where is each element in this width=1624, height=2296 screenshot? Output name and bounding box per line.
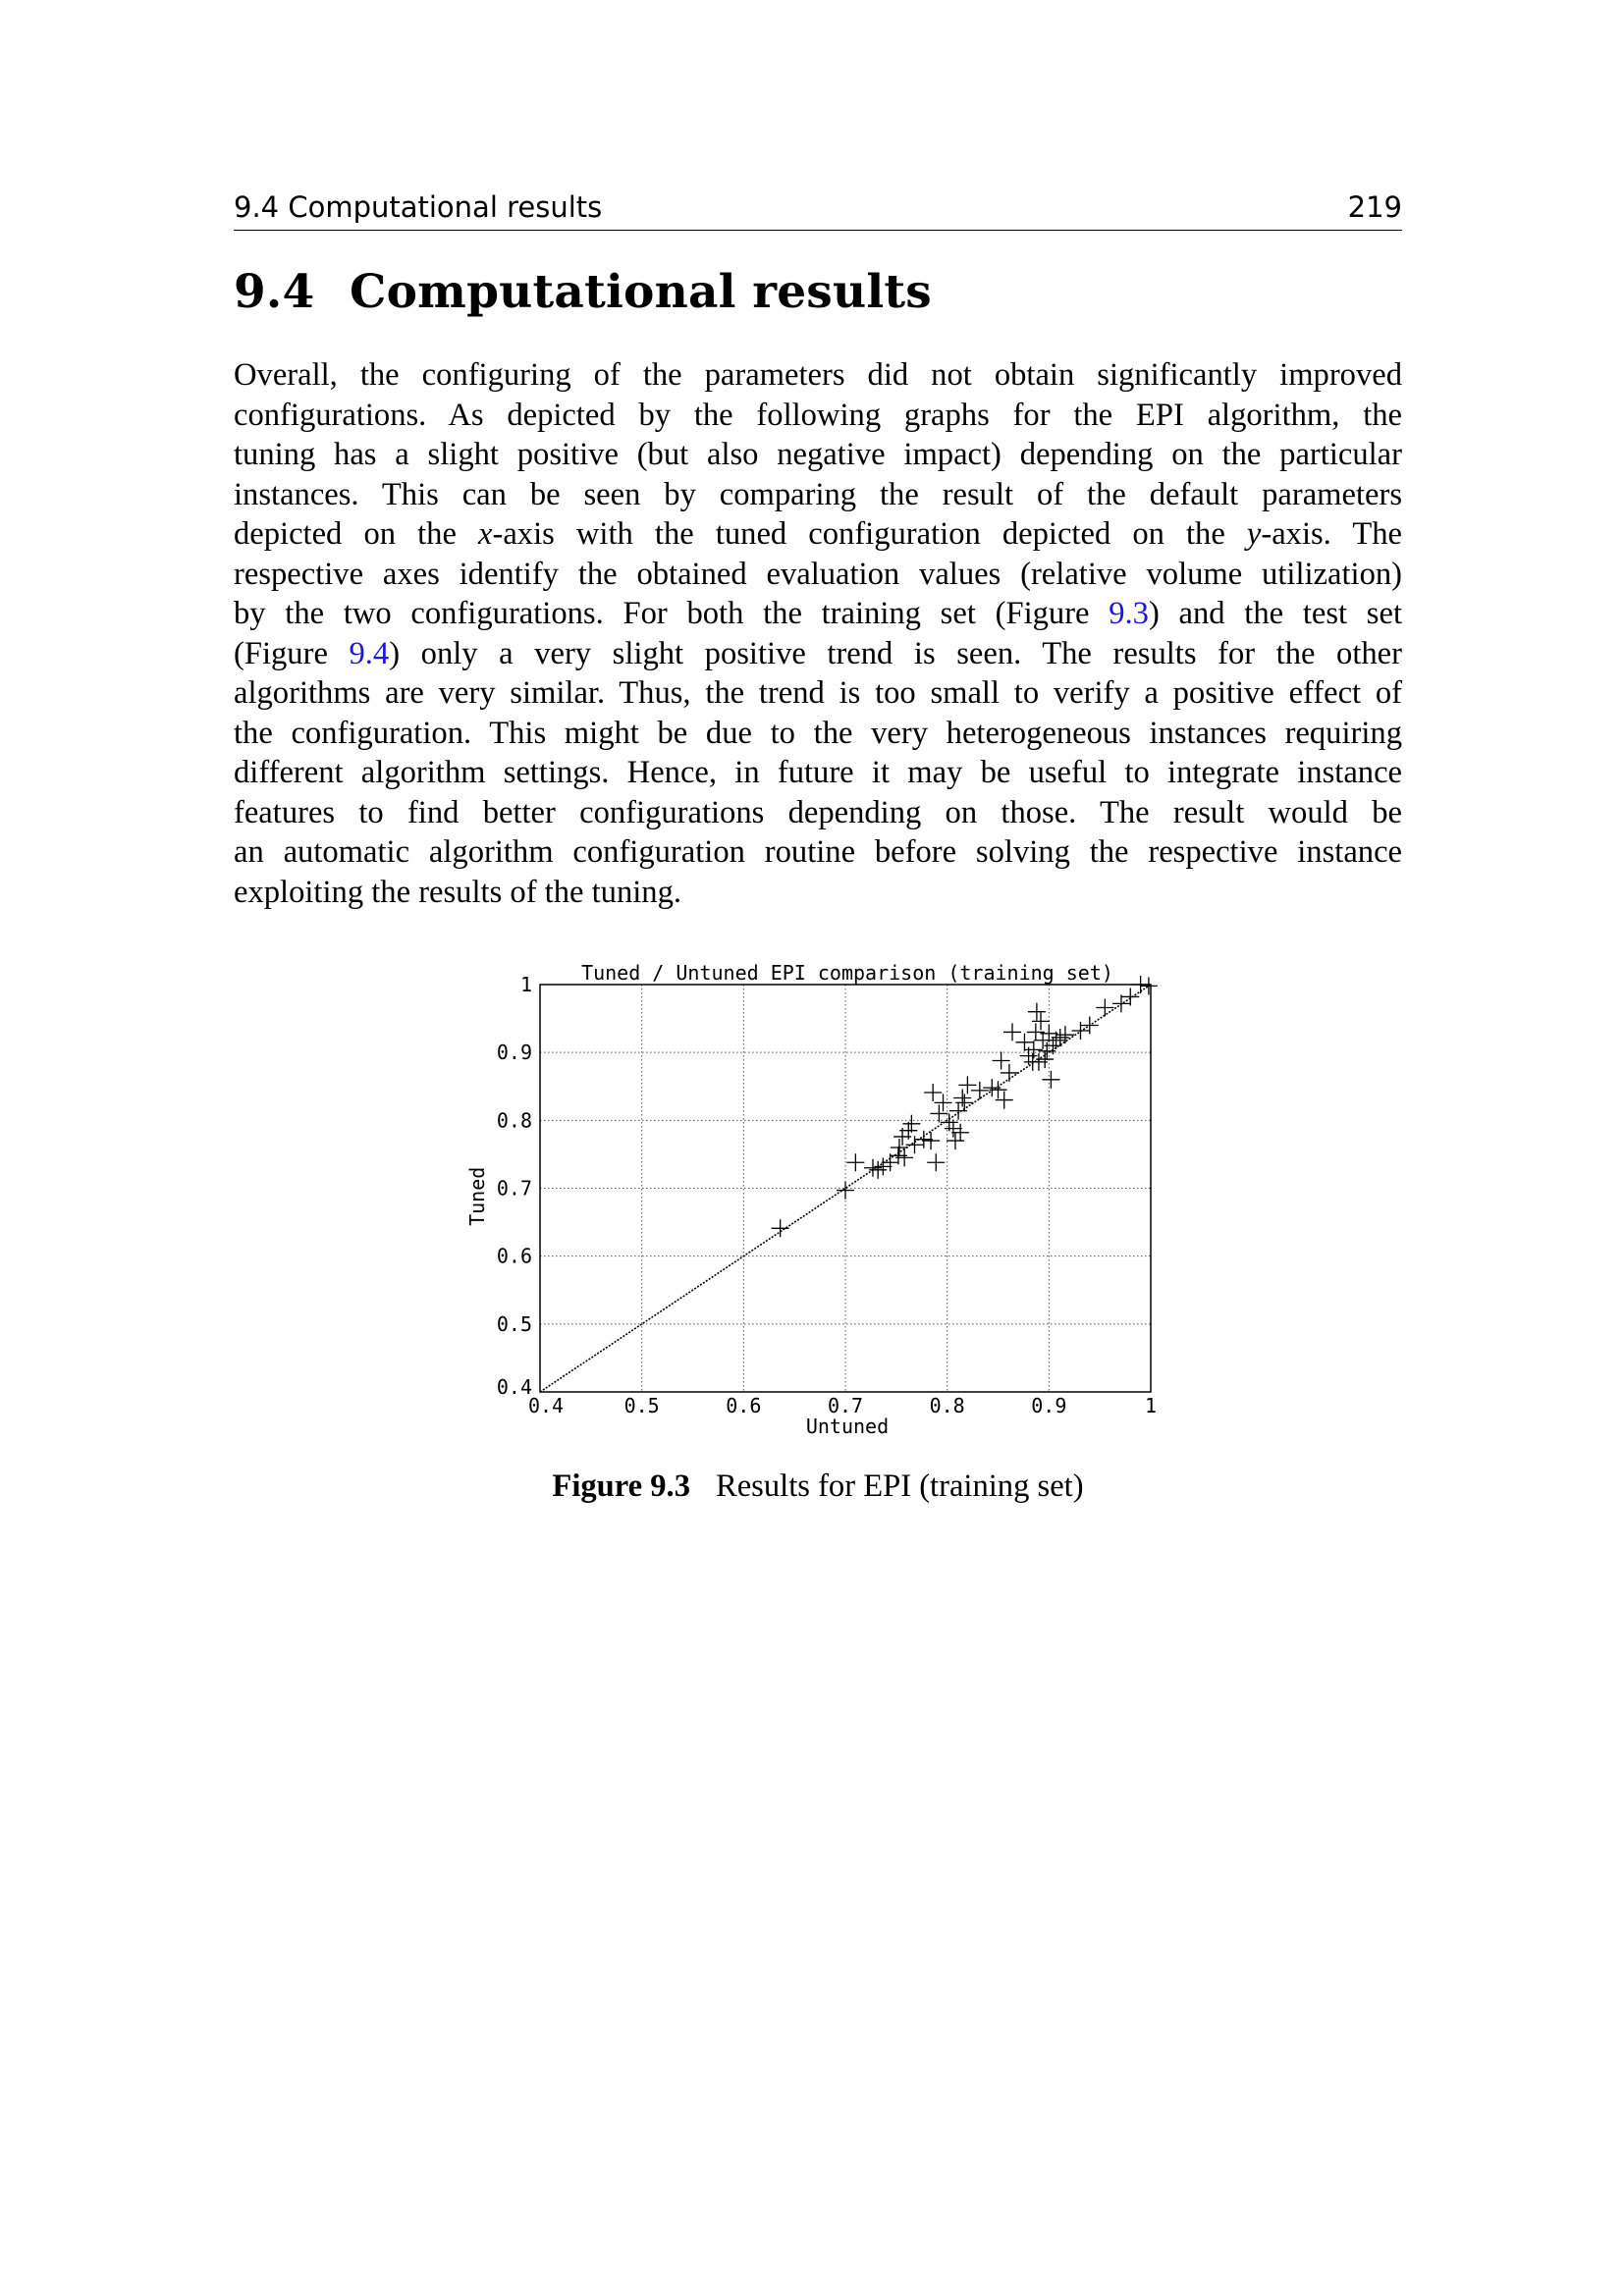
data-point	[953, 1090, 971, 1107]
caption-label: Figure 9.3	[552, 1468, 690, 1504]
text-run: (Figure	[234, 635, 350, 671]
data-point	[930, 1104, 947, 1122]
paragraph-line	[234, 594, 1402, 634]
data-point	[891, 1139, 908, 1156]
running-head-section: 9.4 Computational results	[234, 190, 603, 224]
figure-9-3	[452, 942, 1198, 1453]
text-run: ) and the test set	[1148, 596, 1402, 631]
paragraph-line: Overall, the configuring of the parameters did not obtain significantly improved	[234, 357, 1402, 393]
data-point	[1140, 977, 1158, 994]
x-tick-label: 0.8	[929, 1394, 965, 1417]
data-point	[951, 1124, 969, 1142]
y-tick-label: 0.4	[496, 1375, 532, 1399]
paragraph-line: tuning has a slight positive (but also negative impact) depending on the particular	[234, 437, 1402, 472]
paragraph-line: features to find better configurations depending on those. The result would be	[234, 794, 1402, 830]
section-heading	[234, 265, 932, 319]
figure-ref-9-4[interactable]: 9.4	[349, 635, 390, 671]
text-run: -axis with the tuned configuration depicted on the	[492, 516, 1247, 552]
data-point	[1096, 999, 1113, 1017]
data-point	[846, 1153, 864, 1171]
paragraph-line	[234, 634, 1402, 674]
figure-ref-9-3[interactable]: 9.3	[1109, 596, 1149, 631]
x-tick-label: 0.5	[623, 1394, 660, 1417]
points-layer	[772, 976, 1158, 1237]
data-point	[1001, 1064, 1018, 1082]
paragraph-line: an automatic algorithm configuration routine before solving the respective instance	[234, 834, 1402, 870]
y-axis-label: Tuned	[465, 1166, 489, 1226]
text-run: ) only a very slight positive trend is seen. The results for the other	[389, 635, 1402, 671]
paragraph-line: the configuration. This might be due to the very heterogeneous instances requiring	[234, 715, 1402, 751]
data-point	[1081, 1017, 1099, 1035]
paragraph-line: respective axes identify the obtained evaluation values (relative volume utilization)	[234, 556, 1402, 592]
data-point	[1056, 1026, 1074, 1043]
data-point	[869, 1161, 887, 1179]
data-point	[837, 1182, 854, 1200]
text-run: depicted on the	[234, 516, 479, 552]
paragraph-line	[234, 514, 1402, 555]
data-point	[927, 1153, 945, 1171]
x-tick-label: 0.4	[527, 1394, 565, 1417]
section-title: Computational results	[350, 265, 932, 319]
x-tick-label: 1	[1144, 1394, 1158, 1417]
data-point	[1042, 1071, 1059, 1089]
paragraph-line: exploiting the results of the tuning.	[234, 874, 682, 910]
caption-text: Results for EPI (training set)	[715, 1468, 1084, 1504]
paragraph-line: algorithms are very similar. Thus, the trend is too small to verify a positive effect of	[234, 675, 1402, 711]
paragraph-line: instances. This can be seen by comparing the result of the default parameters	[234, 476, 1402, 512]
figure-caption	[234, 1468, 1402, 1505]
data-point	[1071, 1022, 1089, 1040]
y-tick-label: 1	[519, 973, 532, 996]
data-point	[971, 1082, 989, 1099]
scatter-chart	[452, 942, 1198, 1453]
y-tick-label: 0.6	[496, 1244, 532, 1268]
section-number: 9.4	[234, 265, 315, 319]
data-point	[935, 1094, 952, 1111]
data-point	[1028, 1003, 1046, 1021]
y-tick-label: 0.5	[496, 1311, 532, 1336]
data-point	[1015, 1034, 1033, 1051]
data-point	[947, 1132, 964, 1149]
data-point	[1003, 1023, 1021, 1041]
x-tick-label: 0.7	[827, 1394, 864, 1417]
y-tick-label: 0.8	[496, 1108, 532, 1133]
x-axis-label: Untuned	[805, 1415, 890, 1438]
running-head	[234, 187, 1402, 231]
y-tick-label: 0.7	[496, 1176, 532, 1201]
paragraph-line: configurations. As depicted by the following graphs for the EPI algorithm, the	[234, 397, 1402, 433]
data-point	[915, 1131, 933, 1148]
data-point	[1027, 1023, 1045, 1041]
data-point	[1032, 1012, 1050, 1030]
data-point	[772, 1219, 789, 1237]
y-tick-label: 0.9	[496, 1041, 532, 1065]
data-point	[958, 1076, 976, 1094]
x-tick-label: 0.6	[726, 1394, 762, 1417]
paragraph-line: different algorithm settings. Hence, in future it may be useful to integrate instance	[234, 755, 1402, 790]
text-run: by the two configurations. For both the training set (Figure	[234, 596, 1110, 631]
data-point	[874, 1157, 892, 1175]
tick-labels	[497, 973, 1157, 1417]
page-number: 219	[1347, 190, 1402, 224]
x-tick-label: 0.9	[1031, 1394, 1067, 1417]
data-point	[993, 1051, 1010, 1069]
data-point	[1052, 1029, 1069, 1046]
math-x: x	[478, 516, 493, 552]
chart-title: Tuned / Untuned EPI comparison (training set)	[581, 961, 1113, 985]
text-run: -axis. The	[1261, 516, 1402, 552]
data-point	[922, 1132, 940, 1149]
data-point	[924, 1084, 942, 1101]
body-paragraph	[234, 355, 1402, 912]
math-y: y	[1246, 516, 1262, 552]
